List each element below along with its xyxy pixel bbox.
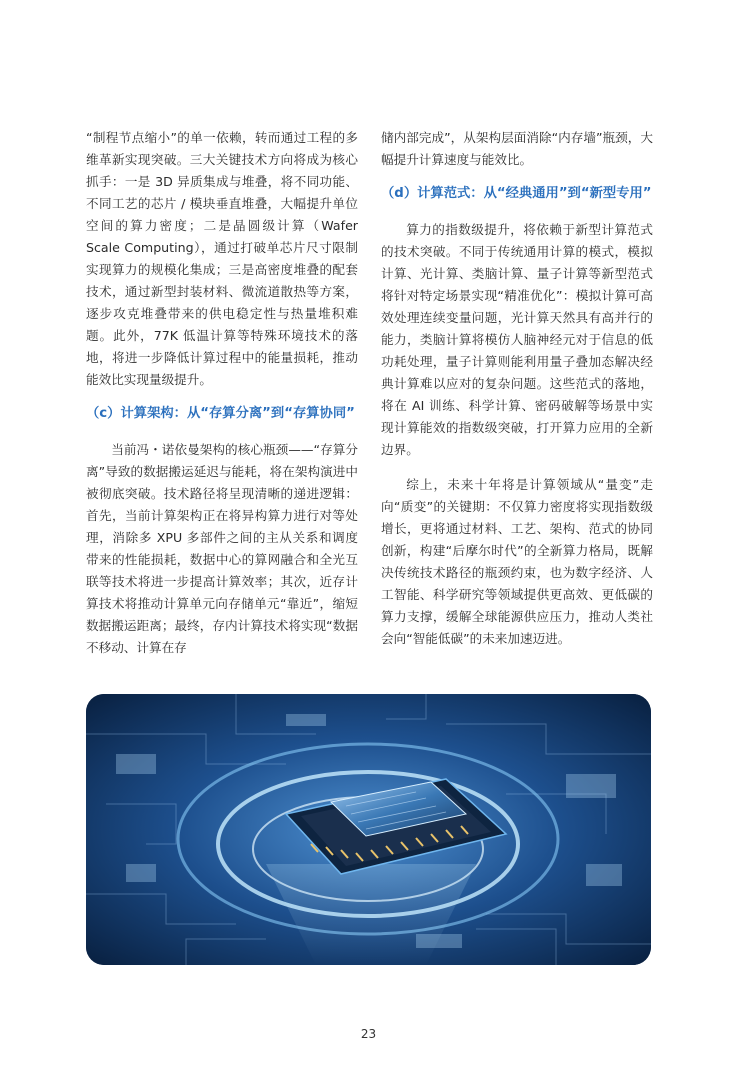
right-column <box>381 127 653 650</box>
section-heading-c: （c）计算架构：从“存算分离”到“存算协同” <box>86 406 355 421</box>
right-paragraph-1: 储内部完成”，从架构层面消除“内存墙”瓶颈，大幅提升计算速度与能效比。 <box>381 130 653 167</box>
chip-icon <box>86 694 651 965</box>
left-paragraph-1: “制程节点缩小”的单一依赖，转而通过工程的多维革新实现突破。三大关键技术方向将成为核心抓手：一是 3D 异质集成与堆叠，将不同功能、不同工艺的芯片 / 模块垂直堆叠，大幅提升单位空间的算力密度；二是晶圆级计算（Wafer Scale Computing），通过打破单芯片尺寸限制实现算力的规模化集成；三是高密度堆叠的配套技术，通过新型封装材料、微流道散热等方案，逐步攻克堆叠带来的供电稳定性与热量堆积难题。此外，77K 低温计算等特殊环境技术的落地，将进一步降低计算过程中的能量损耗，推动能效比实现量级提升。 <box>86 130 358 387</box>
left-paragraph-2: 当前冯・诺依曼架构的核心瓶颈——“存算分离”导致的数据搬运延迟与能耗，将在架构演进中被彻底突破。技术路径将呈现清晰的递进逻辑：首先，当前计算架构正在将异构算力进行对等处理，消除多 XPU 多部件之间的主从关系和调度带来的性能损耗，数据中心的算网融合和全光互联等技术将进一步提高计算效率；其次，近存计算技术将推动计算单元向存储单元“靠近”，缩短数据搬运距离；最终，存内计算技术将实现“数据不移动、计算在存 <box>86 442 358 655</box>
chip-illustration <box>86 694 651 965</box>
right-paragraph-2: 算力的指数级提升，将依赖于新型计算范式的技术突破。不同于传统通用计算的模式，模拟计算、光计算、类脑计算、量子计算等新型范式将针对特定场景实现“精准优化”：模拟计算可高效处理连续变量问题，光计算天然具有高并行的能力，类脑计算将模仿人脑神经元对于信息的低功耗处理，量子计算则能利用量子叠加态解决经典计算难以应对的复杂问题。这些范式的落地，将在 AI 训练、科学计算、密码破解等场景中实现计算能效的指数级突破，打开算力应用的全新边界。 <box>381 222 653 457</box>
section-heading-d: （d）计算范式：从“经典通用”到“新型专用” <box>381 186 652 201</box>
right-paragraph-3: 综上，未来十年将是计算领域从“量变”走向“质变”的关键期：不仅算力密度将实现指数级增长，更将通过材料、工艺、架构、范式的协同创新，构建“后摩尔时代”的全新算力格局，既解决传统技术路径的瓶颈约束，也为数字经济、人工智能、科学研究等领域提供更高效、更低碳的算力支撑，缓解全球能源供应压力，推动人类社会向“智能低碳”的未来加速迈进。 <box>381 477 653 646</box>
page-number: 23 <box>360 1027 377 1041</box>
left-column <box>86 127 358 659</box>
